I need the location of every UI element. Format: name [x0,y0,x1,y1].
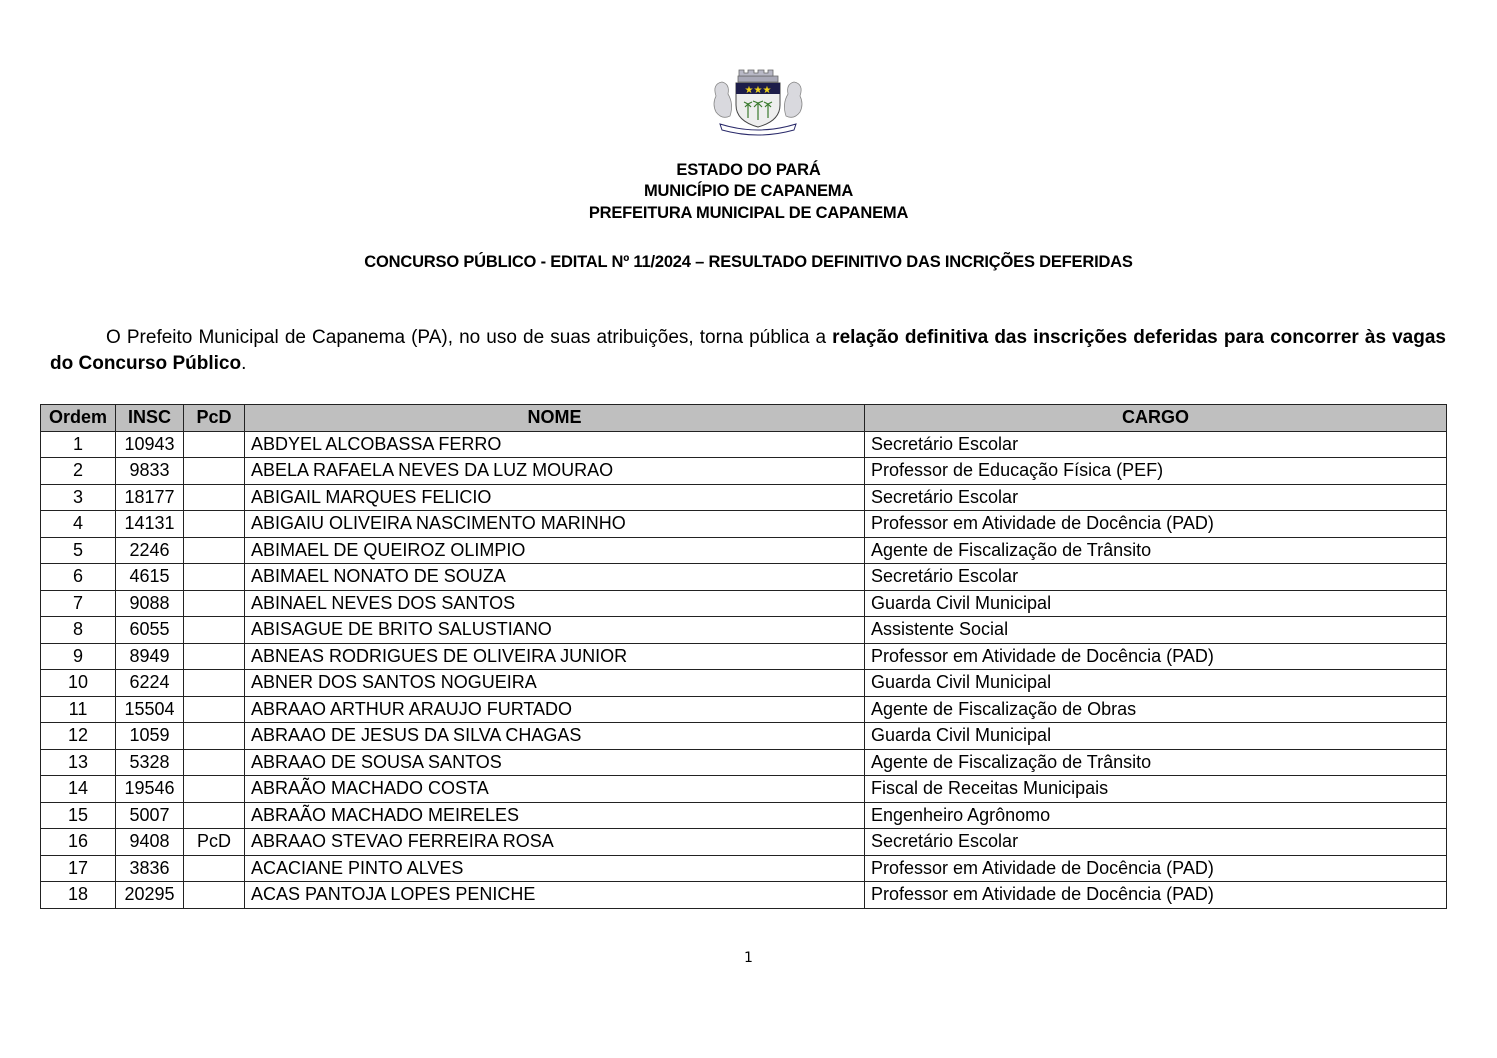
cell-insc: 19546 [116,776,184,803]
cell-nome: ABISAGUE DE BRITO SALUSTIANO [245,617,865,644]
cell-pcd [184,617,245,644]
cell-nome: ABRAÃO MACHADO COSTA [245,776,865,803]
cell-ordem: 2 [41,458,116,485]
cell-nome: ABELA RAFAELA NEVES DA LUZ MOURAO [245,458,865,485]
cell-insc: 3836 [116,855,184,882]
cell-cargo: Guarda Civil Municipal [865,590,1447,617]
cell-insc: 9088 [116,590,184,617]
cell-pcd [184,749,245,776]
table-row [41,855,1447,882]
page-number: 1 [744,950,753,966]
table-row [41,431,1447,458]
cell-cargo: Secretário Escolar [865,564,1447,591]
cell-pcd [184,484,245,511]
cell-pcd [184,643,245,670]
cell-pcd [184,670,245,697]
cell-nome: ABINAEL NEVES DOS SANTOS [245,590,865,617]
column-header-cargo: CARGO [865,405,1447,432]
prefecture-heading: PREFEITURA MUNICIPAL DE CAPANEMA [588,204,909,222]
cell-nome: ABRAAO DE SOUSA SANTOS [245,749,865,776]
table-row [41,590,1447,617]
svg-text:★★★: ★★★ [744,85,772,96]
cell-pcd [184,590,245,617]
table-row [41,617,1447,644]
table-row [41,458,1447,485]
cell-ordem: 18 [41,882,116,909]
cell-nome: ABRAAO DE JESUS DA SILVA CHAGAS [245,723,865,750]
cell-ordem: 17 [41,855,116,882]
column-header-nome: NOME [245,405,865,432]
cell-cargo: Professor em Atividade de Docência (PAD) [865,882,1447,909]
cell-pcd: PcD [184,829,245,856]
cell-cargo: Assistente Social [865,617,1447,644]
cell-insc: 2246 [116,537,184,564]
cell-cargo: Guarda Civil Municipal [865,723,1447,750]
cell-nome: ACAS PANTOJA LOPES PENICHE [245,882,865,909]
cell-nome: ABNEAS RODRIGUES DE OLIVEIRA JUNIOR [245,643,865,670]
table-row [41,696,1447,723]
cell-pcd [184,537,245,564]
cell-ordem: 10 [41,670,116,697]
table-row [41,670,1447,697]
table-row [41,564,1447,591]
table-row [41,484,1447,511]
cell-nome: ACACIANE PINTO ALVES [245,855,865,882]
cell-insc: 5328 [116,749,184,776]
intro-paragraph [50,325,1446,377]
coat-of-arms-logo [710,66,806,136]
cell-insc: 9408 [116,829,184,856]
table-header-row [41,405,1447,432]
cell-cargo: Agente de Fiscalização de Trânsito [865,749,1447,776]
cell-nome: ABRAAO STEVAO FERREIRA ROSA [245,829,865,856]
cell-pcd [184,511,245,538]
cell-cargo: Professor em Atividade de Docência (PAD) [865,855,1447,882]
cell-pcd [184,723,245,750]
cell-cargo: Agente de Fiscalização de Obras [865,696,1447,723]
cell-pcd [184,802,245,829]
column-header-pcd: PcD [184,405,245,432]
cell-ordem: 3 [41,484,116,511]
cell-insc: 5007 [116,802,184,829]
table-row [41,749,1447,776]
cell-insc: 8949 [116,643,184,670]
table-row [41,882,1447,909]
cell-nome: ABRAAO ARTHUR ARAUJO FURTADO [245,696,865,723]
cell-insc: 18177 [116,484,184,511]
cell-ordem: 4 [41,511,116,538]
cell-ordem: 15 [41,802,116,829]
cell-insc: 15504 [116,696,184,723]
cell-pcd [184,855,245,882]
cell-ordem: 6 [41,564,116,591]
cell-insc: 1059 [116,723,184,750]
cell-cargo: Secretário Escolar [865,829,1447,856]
cell-ordem: 13 [41,749,116,776]
cell-ordem: 5 [41,537,116,564]
cell-nome: ABIGAIL MARQUES FELICIO [245,484,865,511]
cell-pcd [184,458,245,485]
column-header-ordem: Ordem [41,405,116,432]
cell-cargo: Secretário Escolar [865,484,1447,511]
cell-cargo: Agente de Fiscalização de Trânsito [865,537,1447,564]
cell-pcd [184,776,245,803]
cell-ordem: 1 [41,431,116,458]
cell-ordem: 8 [41,617,116,644]
cell-insc: 14131 [116,511,184,538]
cell-nome: ABRAÃO MACHADO MEIRELES [245,802,865,829]
cell-insc: 4615 [116,564,184,591]
cell-nome: ABIMAEL NONATO DE SOUZA [245,564,865,591]
cell-cargo: Fiscal de Receitas Municipais [865,776,1447,803]
cell-cargo: Professor em Atividade de Docência (PAD) [865,511,1447,538]
cell-cargo: Professor em Atividade de Docência (PAD) [865,643,1447,670]
table-row [41,802,1447,829]
intro-text-end: . [241,353,247,374]
cell-cargo: Secretário Escolar [865,431,1447,458]
table-row [41,643,1447,670]
intro-text-bold: relação definitiva das inscrições deferidas para concorrer às vagas do Concurso Público [50,327,1446,374]
column-header-insc: INSC [116,405,184,432]
cell-ordem: 12 [41,723,116,750]
cell-nome: ABDYEL ALCOBASSA FERRO [245,431,865,458]
cell-insc: 6224 [116,670,184,697]
cell-pcd [184,431,245,458]
table-row [41,511,1447,538]
cell-ordem: 7 [41,590,116,617]
table-row [41,776,1447,803]
cell-cargo: Guarda Civil Municipal [865,670,1447,697]
registrations-table [40,404,1447,909]
document-title: CONCURSO PÚBLICO - EDITAL Nº 11/2024 – RESULTADO DEFINITIVO DAS INCRIÇÕES DEFERIDAS [364,253,1133,271]
table-row [41,537,1447,564]
cell-nome: ABIMAEL DE QUEIROZ OLIMPIO [245,537,865,564]
table-row [41,829,1447,856]
cell-insc: 20295 [116,882,184,909]
municipality-heading: MUNICÍPIO DE CAPANEMA [643,182,854,200]
table-row [41,723,1447,750]
intro-text: O Prefeito Municipal de Capanema (PA), no uso de suas atribuições, torna pública a [106,327,833,348]
cell-insc: 9833 [116,458,184,485]
state-heading: ESTADO DO PARÁ [676,161,821,179]
cell-nome: ABNER DOS SANTOS NOGUEIRA [245,670,865,697]
cell-nome: ABIGAIU OLIVEIRA NASCIMENTO MARINHO [245,511,865,538]
cell-cargo: Professor de Educação Física (PEF) [865,458,1447,485]
cell-insc: 10943 [116,431,184,458]
cell-ordem: 16 [41,829,116,856]
cell-pcd [184,696,245,723]
cell-ordem: 14 [41,776,116,803]
cell-insc: 6055 [116,617,184,644]
cell-pcd [184,564,245,591]
cell-pcd [184,882,245,909]
cell-ordem: 9 [41,643,116,670]
cell-cargo: Engenheiro Agrônomo [865,802,1447,829]
cell-ordem: 11 [41,696,116,723]
